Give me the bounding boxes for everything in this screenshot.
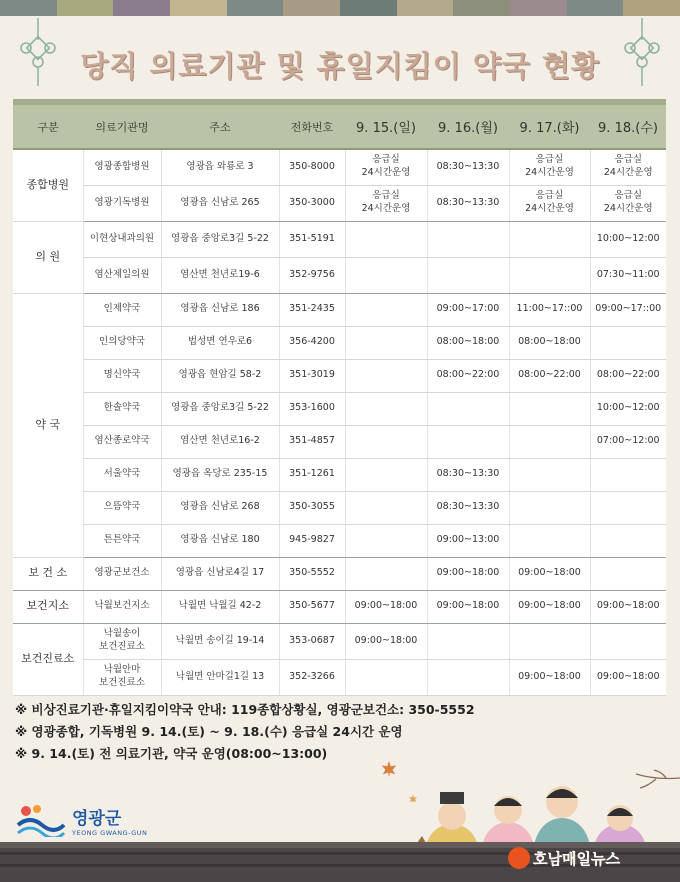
row-name: 서울약국 [83, 458, 161, 491]
row-day3: 11:00~17::00 [509, 293, 590, 326]
schedule-table-container [13, 99, 666, 696]
row-day1 [345, 659, 427, 695]
row-day1 [345, 293, 427, 326]
row-name: 튼튼약국 [83, 524, 161, 557]
row-name: 으뜸약국 [83, 491, 161, 524]
row-phone: 350-3055 [279, 491, 345, 524]
table-row [13, 149, 666, 185]
row-day1 [345, 425, 427, 458]
row-day4 [590, 458, 666, 491]
row-address: 영광읍 신남로 268 [161, 491, 279, 524]
row-name: 명신약국 [83, 359, 161, 392]
row-day3 [509, 221, 590, 257]
row-day2: 09:00~18:00 [427, 557, 509, 590]
row-address: 영광읍 현암길 58-2 [161, 359, 279, 392]
row-day4 [590, 185, 666, 221]
maple-leaf-icon [380, 760, 398, 778]
row-day2 [427, 425, 509, 458]
row-day2: 08:00~22:00 [427, 359, 509, 392]
county-subname: YEONG GWANG-GUN [72, 828, 148, 837]
row-phone: 350-3000 [279, 185, 345, 221]
table-row [13, 257, 666, 293]
press-name [533, 848, 620, 869]
row-phone: 353-0687 [279, 623, 345, 659]
row-day1: 09:00~18:00 [345, 590, 427, 623]
row-day1: 09:00~18:00 [345, 623, 427, 659]
row-name: 염산제일의원 [83, 257, 161, 293]
row-day3 [509, 149, 590, 185]
press-logo [508, 847, 620, 869]
row-address: 낙월면 송이길 19-14 [161, 623, 279, 659]
row-day4: 10:00~12:00 [590, 392, 666, 425]
row-day3 [509, 425, 590, 458]
row-day4: 09:00~17::00 [590, 293, 666, 326]
row-day3 [509, 524, 590, 557]
row-phone: 351-1261 [279, 458, 345, 491]
row-day1 [345, 524, 427, 557]
row-day3: 09:00~18:00 [509, 659, 590, 695]
county-logo [16, 803, 147, 837]
header-name: 의료기관명 [83, 102, 161, 149]
top-decorative-stripe [0, 0, 680, 16]
header-date-2: 9. 16.(월) [427, 102, 509, 149]
row-address: 영광읍 신남로 186 [161, 293, 279, 326]
page-title: 당직 의료기관 및 휴일지킴이 약국 현황 [80, 49, 600, 83]
row-day3 [509, 392, 590, 425]
row-name-line1: 낙월송이 [103, 628, 141, 640]
row-day1-line1: 응급실 [372, 190, 400, 202]
row-day1 [345, 221, 427, 257]
row-address: 영광읍 중앙로3길 5-22 [161, 221, 279, 257]
row-day1 [345, 458, 427, 491]
row-address: 영광읍 신남로 180 [161, 524, 279, 557]
row-day4-line1: 응급실 [614, 190, 643, 202]
row-address: 염산면 천년로16-2 [161, 425, 279, 458]
row-day2: 08:30~13:30 [427, 491, 509, 524]
row-day4 [590, 491, 666, 524]
row-day3 [509, 458, 590, 491]
row-day1 [345, 359, 427, 392]
row-day1 [345, 557, 427, 590]
row-name: 영광종합병원 [83, 149, 161, 185]
category-general-hospital: 종합병원 [13, 149, 83, 221]
row-name [83, 623, 161, 659]
press-name-part2: 매일뉴스 [561, 849, 620, 868]
row-day3 [509, 491, 590, 524]
table-row [13, 392, 666, 425]
note-line: ※ 9. 14.(토) 전 의료기관, 약국 운영(08:00~13:00) [15, 746, 328, 761]
row-day2 [427, 257, 509, 293]
press-emblem-icon [508, 847, 530, 869]
table-row [13, 293, 666, 326]
row-address: 영광읍 신남로 265 [161, 185, 279, 221]
row-day3-line1: 응급실 [535, 154, 564, 166]
row-day2: 08:30~13:30 [427, 458, 509, 491]
category-clinic: 의 원 [13, 221, 83, 293]
row-day1-line2: 24시간운영 [361, 203, 411, 214]
row-name: 인의당약국 [83, 326, 161, 359]
row-day2 [427, 221, 509, 257]
row-name: 낙월보건지소 [83, 590, 161, 623]
row-name: 이현상내과의원 [83, 221, 161, 257]
row-phone: 353-1600 [279, 392, 345, 425]
row-name-line2: 보건진료소 [99, 641, 145, 652]
table-row [13, 326, 666, 359]
header-address: 주소 [161, 102, 279, 149]
row-day1-line2: 24시간운영 [361, 167, 411, 179]
row-day2 [427, 659, 509, 695]
row-phone: 350-5677 [279, 590, 345, 623]
row-day3 [509, 185, 590, 221]
row-day1-line1: 응급실 [372, 154, 400, 166]
row-day2: 09:00~18:00 [427, 590, 509, 623]
row-day3 [509, 623, 590, 659]
row-day1 [345, 326, 427, 359]
row-phone: 945-9827 [279, 524, 345, 557]
row-name: 인제약국 [83, 293, 161, 326]
category-health-branch: 보건지소 [13, 590, 83, 623]
table-row [13, 359, 666, 392]
header-category: 구분 [13, 102, 83, 149]
table-row [13, 590, 666, 623]
row-phone: 352-9756 [279, 257, 345, 293]
row-address: 낙월면 낙월길 42-2 [161, 590, 279, 623]
row-day2: 09:00~13:00 [427, 524, 509, 557]
county-name: 영광군 [72, 808, 122, 829]
table-row [13, 557, 666, 590]
row-day4 [590, 149, 666, 185]
row-day3 [509, 257, 590, 293]
note-line: ※ 비상진료기관·휴일지킴이약국 안내: 119종합상황실, 영광군보건소: 350-5552 [15, 702, 475, 717]
row-name: 한솔약국 [83, 392, 161, 425]
table-row [13, 425, 666, 458]
row-day2: 08:30~13:30 [427, 149, 509, 185]
row-address: 낙월면 안마길1길 13 [161, 659, 279, 695]
table-row [13, 185, 666, 221]
row-address: 영광읍 중앙로3길 5-22 [161, 392, 279, 425]
row-phone: 356-4200 [279, 326, 345, 359]
row-name [83, 659, 161, 695]
row-address: 법성면 연우로6 [161, 326, 279, 359]
row-day4-line2: 24시간운영 [603, 167, 653, 179]
people-illustration-icon [412, 770, 680, 850]
row-day1 [345, 149, 427, 185]
press-name-part1: 호남 [533, 849, 562, 868]
row-phone: 351-2435 [279, 293, 345, 326]
row-day4 [590, 623, 666, 659]
row-day3-line2: 24시간운영 [525, 203, 574, 214]
row-day4 [590, 326, 666, 359]
row-day3: 09:00~18:00 [509, 557, 590, 590]
header-phone: 전화번호 [279, 102, 345, 149]
row-address: 영광읍 옥당로 235-15 [161, 458, 279, 491]
row-day4: 09:00~18:00 [590, 590, 666, 623]
row-phone: 350-8000 [279, 149, 345, 185]
row-day2: 09:00~17:00 [427, 293, 509, 326]
row-phone: 351-5191 [279, 221, 345, 257]
row-phone: 351-4857 [279, 425, 345, 458]
schedule-table [13, 99, 666, 696]
row-day3-line2: 24시간운영 [525, 167, 574, 179]
table-row [13, 491, 666, 524]
category-health-clinic: 보건진료소 [13, 623, 83, 695]
row-phone: 351-3019 [279, 359, 345, 392]
row-day1 [345, 392, 427, 425]
row-day4: 10:00~12:00 [590, 221, 666, 257]
row-day4: 07:00~12:00 [590, 425, 666, 458]
row-day2: 08:30~13:30 [427, 185, 509, 221]
notes-section [15, 700, 475, 766]
row-day2: 08:00~18:00 [427, 326, 509, 359]
table-row [13, 458, 666, 491]
header-date-3: 9. 17.(화) [509, 102, 590, 149]
category-health-center: 보 건 소 [13, 557, 83, 590]
table-row [13, 659, 666, 695]
category-pharmacy: 약 국 [13, 293, 83, 557]
row-day2 [427, 392, 509, 425]
row-name: 염산종로약국 [83, 425, 161, 458]
header-date-4: 9. 18.(수) [590, 102, 666, 149]
county-emblem-icon [16, 803, 66, 837]
header-date-1: 9. 15.(일) [345, 102, 427, 149]
row-day4 [590, 524, 666, 557]
table-row [13, 524, 666, 557]
row-day3: 08:00~22:00 [509, 359, 590, 392]
row-day4: 08:00~22:00 [590, 359, 666, 392]
table-header-row [13, 102, 666, 149]
row-day1 [345, 491, 427, 524]
table-row [13, 221, 666, 257]
row-day2 [427, 623, 509, 659]
row-day3: 08:00~18:00 [509, 326, 590, 359]
table-row [13, 623, 666, 659]
row-address: 염산면 천년로19-6 [161, 257, 279, 293]
row-phone: 350-5552 [279, 557, 345, 590]
row-day1 [345, 257, 427, 293]
row-day3-line1: 응급실 [535, 190, 564, 202]
row-day4: 09:00~18:00 [590, 659, 666, 695]
row-day4-line1: 응급실 [614, 154, 643, 166]
row-name: 영광군보건소 [83, 557, 161, 590]
note-line: ※ 영광종합, 기독병원 9. 14.(토) ~ 9. 18.(수) 응급실 24시간 운영 [15, 724, 403, 739]
row-phone: 352-3266 [279, 659, 345, 695]
row-day3: 09:00~18:00 [509, 590, 590, 623]
row-name-line2: 보건진료소 [99, 677, 145, 688]
row-name: 영광기독병원 [83, 185, 161, 221]
row-day4-line2: 24시간운영 [603, 203, 653, 214]
row-day4: 07:30~11:00 [590, 257, 666, 293]
row-day4 [590, 557, 666, 590]
row-day1 [345, 185, 427, 221]
row-address: 영광읍 신남로4길 17 [161, 557, 279, 590]
row-name-line1: 낙월안마 [103, 664, 141, 676]
row-address: 영광읍 와룡로 3 [161, 149, 279, 185]
